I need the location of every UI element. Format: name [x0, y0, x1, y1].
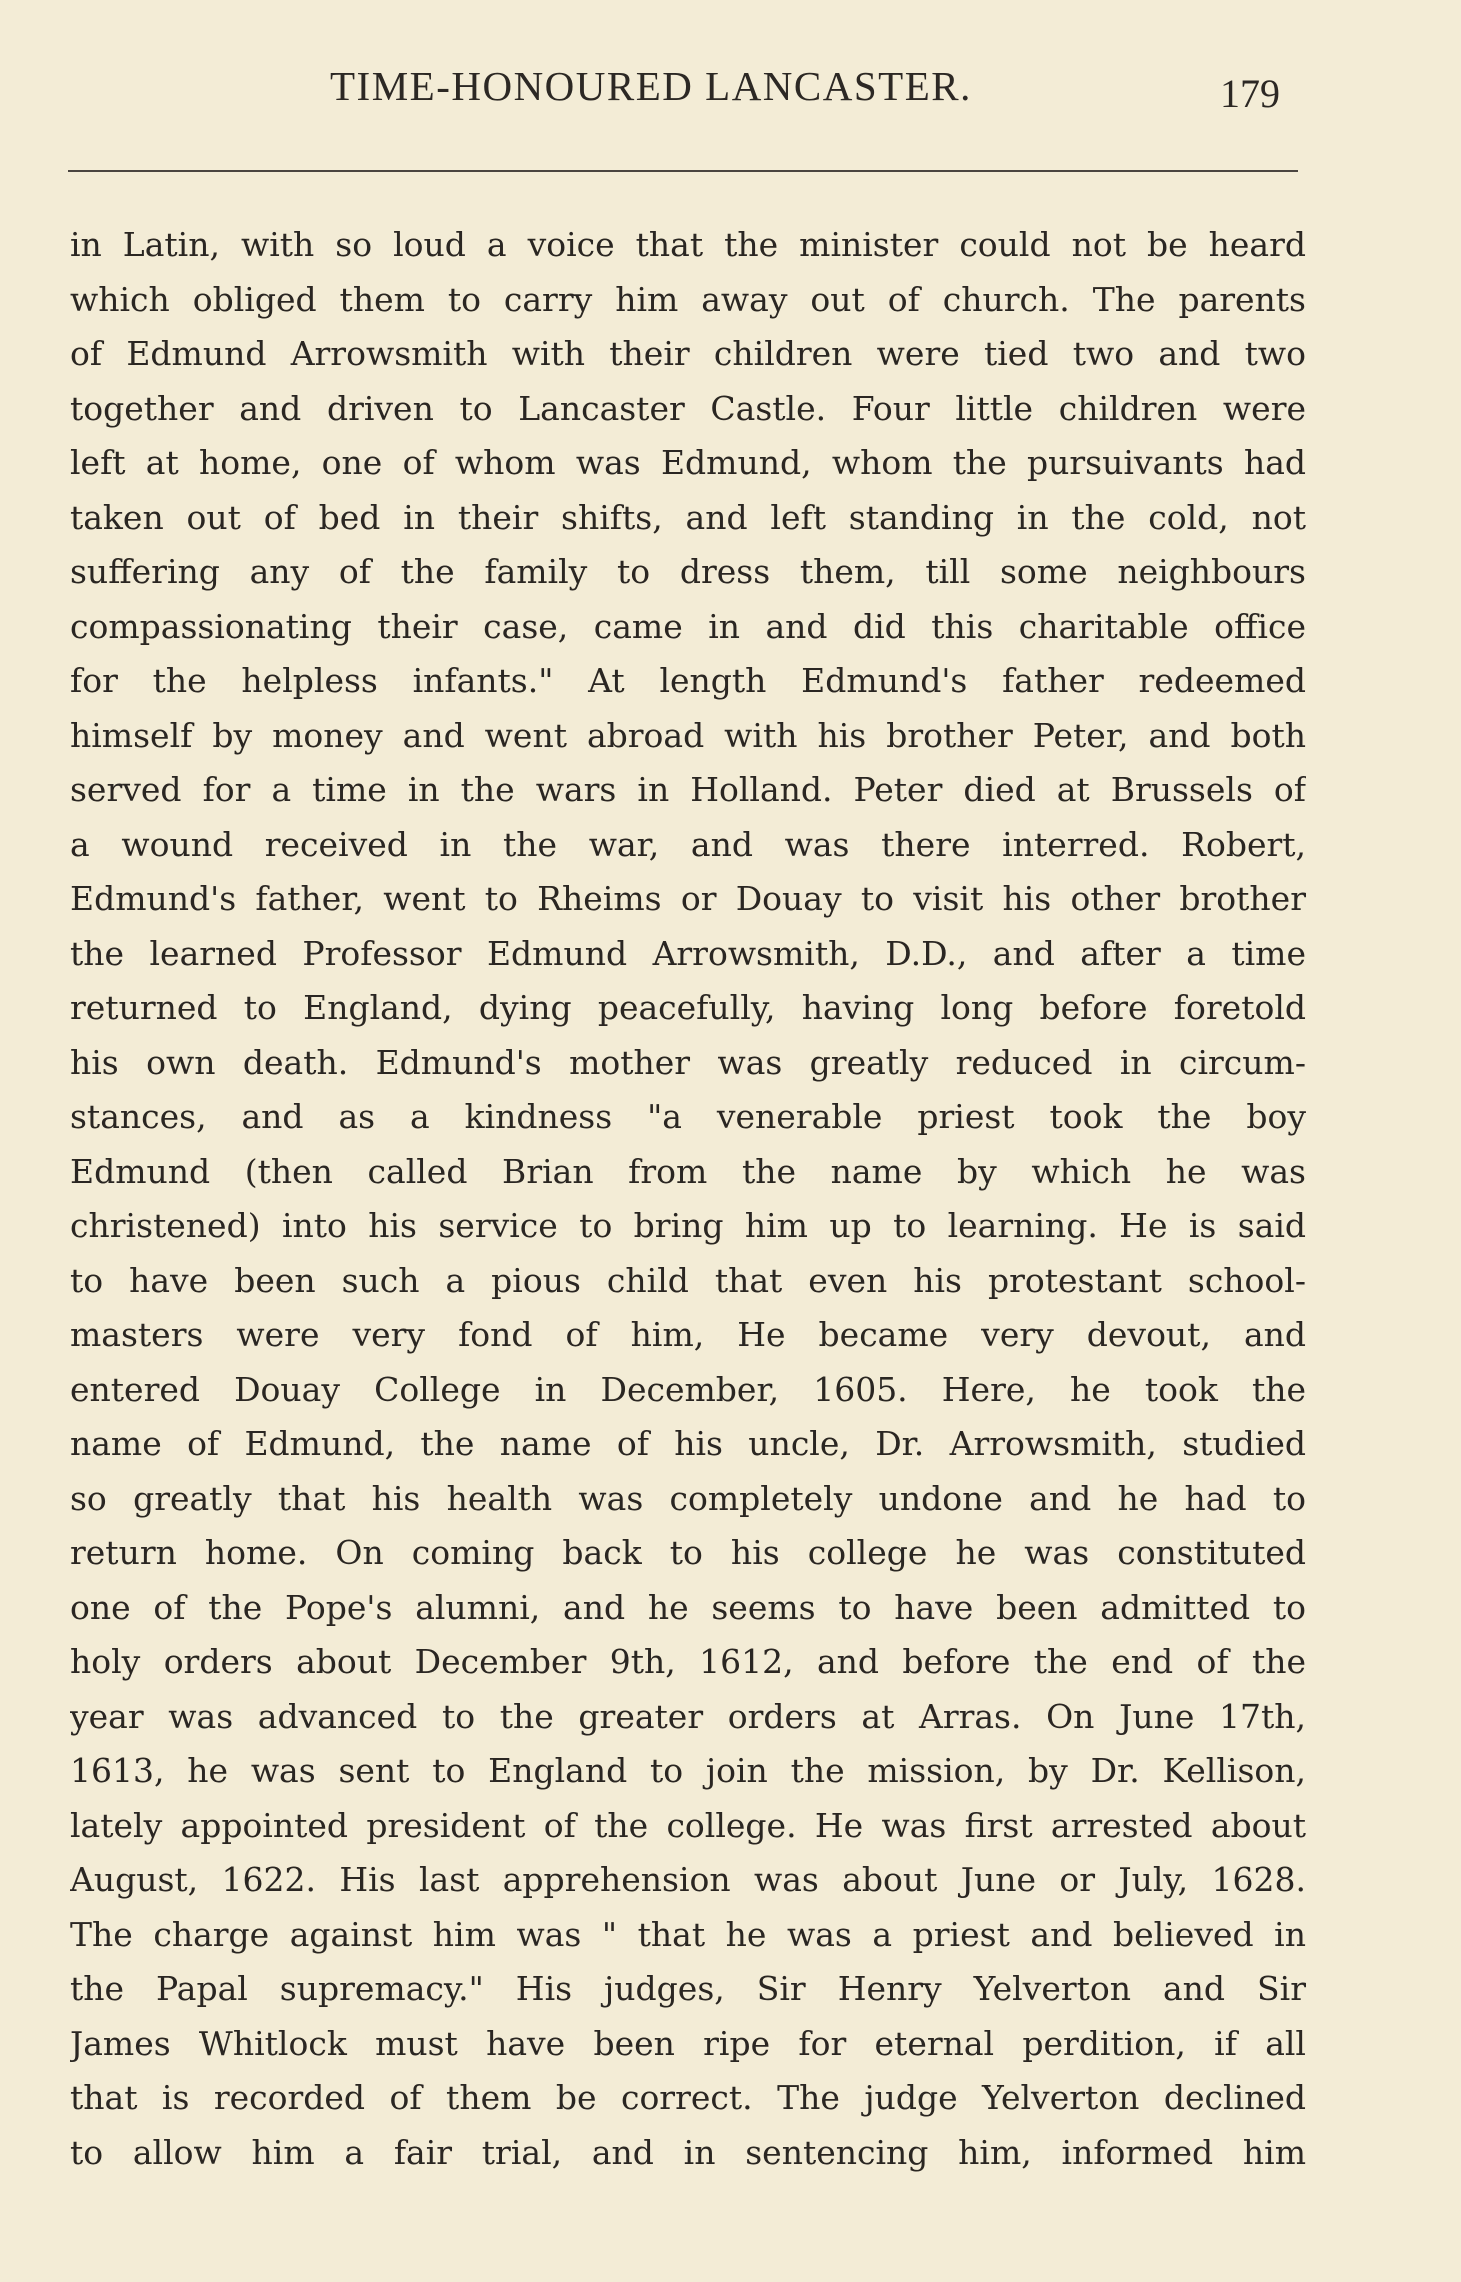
text-line: in Latin, with so loud a voice that the minister could not be heard	[70, 225, 1306, 264]
text-line: which obliged them to carry him away out of church. The parents	[70, 279, 1306, 319]
text-line: together and driven to Lancaster Castle. Four little children were	[70, 388, 1306, 428]
text-line: one of the Pope's alumni, and he seems to have been admitted to	[70, 1587, 1306, 1627]
running-title: TIME-HONOURED LANCASTER.	[330, 63, 972, 109]
text-line: to have been such a pious child that even his protestant school-	[70, 1260, 1306, 1300]
text-line: of Edmund Arrowsmith with their children were tied two and two	[70, 334, 1306, 373]
running-head	[0, 62, 1461, 132]
body-text	[70, 218, 1306, 2180]
header-rule	[68, 170, 1298, 172]
text-line: a wound received in the war, and was there interred. Robert,	[70, 824, 1306, 864]
text-line: taken out of bed in their shifts, and left standing in the cold, not	[70, 497, 1306, 537]
text-line: return home. On coming back to his college he was constituted	[70, 1533, 1306, 1572]
text-line: suffering any of the family to dress them, till some neighbours	[70, 552, 1306, 591]
text-line: compassionating their case, came in and did this charitable office	[70, 606, 1306, 646]
text-line: name of Edmund, the name of his uncle, Dr. Arrowsmith, studied	[70, 1424, 1306, 1463]
text-line: that is recorded of them be correct. The judge Yelverton declined	[70, 2078, 1306, 2117]
text-line: year was advanced to the greater orders at Arras. On June 17th,	[70, 1696, 1306, 1736]
text-line: The charge against him was " that he was a priest and believed in	[70, 1914, 1306, 1954]
text-line: so greatly that his health was completely undone and he had to	[70, 1478, 1306, 1518]
text-line: his own death. Edmund's mother was greatly reduced in circum-	[70, 1042, 1306, 1082]
text-line: Edmund (then called Brian from the name by which he was	[70, 1151, 1306, 1191]
text-line: August, 1622. His last apprehension was about June or July, 1628.	[70, 1860, 1306, 1899]
text-line: to allow him a fair trial, and in sentencing him, informed him	[70, 2132, 1306, 2172]
text-line: holy orders about December 9th, 1612, and before the end of the	[70, 1642, 1306, 1681]
text-line: himself by money and went abroad with his brother Peter, and both	[70, 715, 1306, 755]
text-line: James Whitlock must have been ripe for eternal perdition, if all	[70, 2023, 1306, 2063]
text-line: returned to England, dying peacefully, having long before foretold	[70, 988, 1306, 1027]
text-line: the learned Professor Edmund Arrowsmith, D.D., and after a time	[70, 933, 1306, 973]
text-line: served for a time in the wars in Holland. Peter died at Brussels of	[70, 770, 1306, 809]
text-line: for the helpless infants." At length Edmund's father redeemed	[70, 661, 1306, 700]
text-line: christened) into his service to bring him up to learning. He is said	[70, 1206, 1306, 1245]
text-line: lately appointed president of the college. He was first arrested about	[70, 1805, 1306, 1845]
text-line: stances, and as a kindness "a venerable priest took the boy	[70, 1097, 1306, 1136]
text-line: masters were very fond of him, He became very devout, and	[70, 1315, 1306, 1354]
text-line: 1613, he was sent to England to join the mission, by Dr. Kellison,	[70, 1751, 1306, 1790]
text-line: the Papal supremacy." His judges, Sir Henry Yelverton and Sir	[70, 1969, 1306, 2008]
text-line: Edmund's father, went to Rheims or Douay to visit his other brother	[70, 879, 1306, 918]
page-number: 179	[1220, 71, 1280, 116]
text-line: left at home, one of whom was Edmund, whom the pursuivants had	[70, 443, 1306, 482]
text-line: entered Douay College in December, 1605. Here, he took the	[70, 1369, 1306, 1409]
